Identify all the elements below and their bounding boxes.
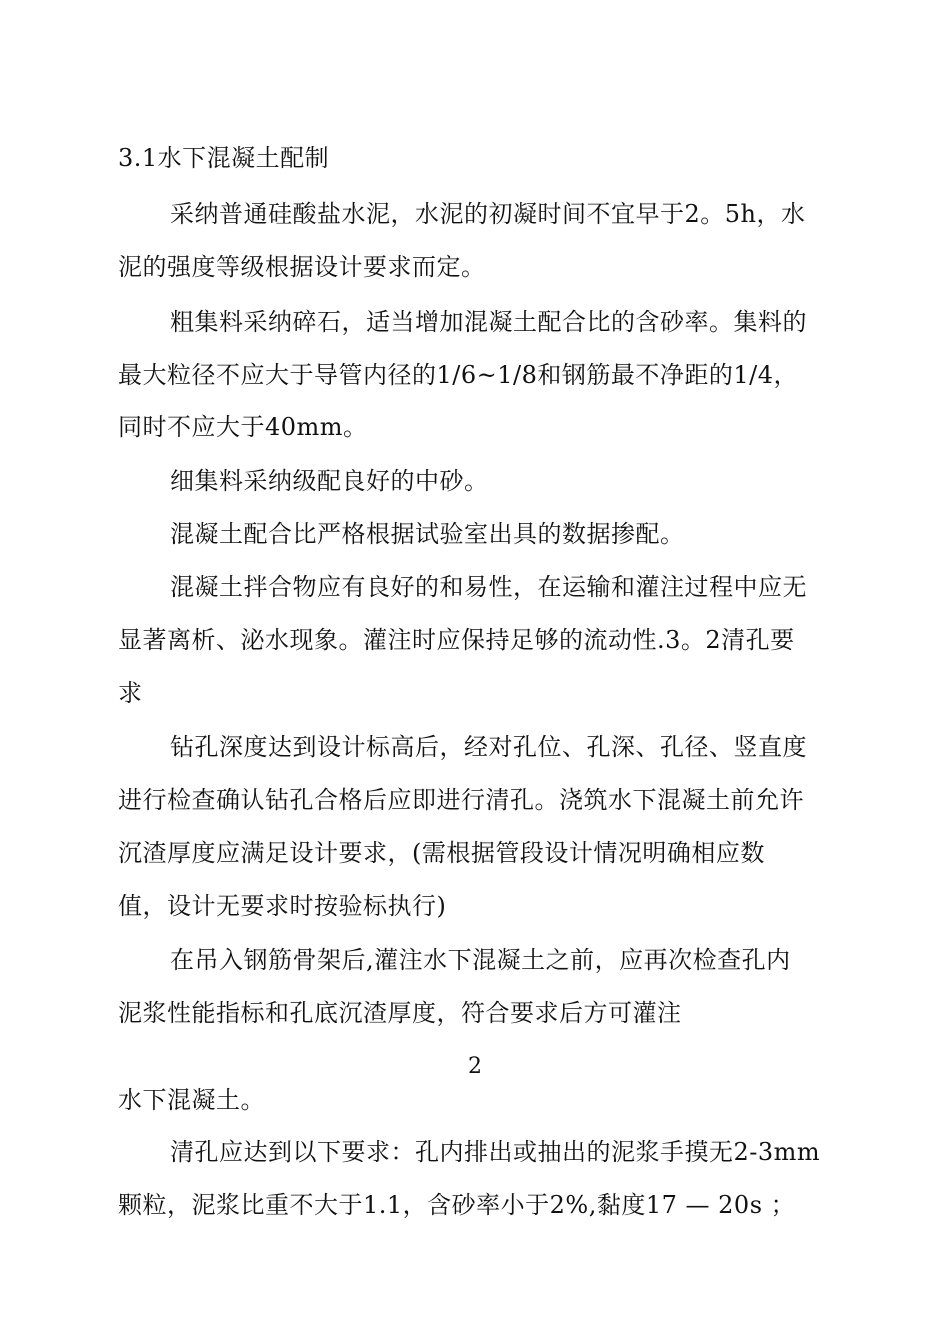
paragraph-line: 颗粒，泥浆比重不大于1.1，含砂率小于2%,黏度17 — 20s ； <box>118 1191 796 1219</box>
paragraph-line: 混凝土配合比严格根据试验室出具的数据掺配。 <box>170 520 685 548</box>
paragraph-line: 泥的强度等级根据设计要求而定。 <box>118 253 486 281</box>
paragraph-line: 混凝土拌合物应有良好的和易性，在运输和灌注过程中应无 <box>170 573 807 601</box>
paragraph-line: 显著离析、泌水现象。灌注时应保持足够的流动性.3。2清孔要 <box>118 626 795 654</box>
paragraph-line: 最大粒径不应大于导管内径的1/6~1/8和钢筋最不净距的1/4， <box>118 361 798 389</box>
paragraph-line: 值，设计无要求时按验标执行) <box>118 892 447 920</box>
section-heading: 3.1水下混凝土配制 <box>118 144 330 172</box>
paragraph-line: 粗集料采纳碎石，适当增加混凝土配合比的含砂率。集料的 <box>170 308 807 336</box>
paragraph-line: 沉渣厚度应满足设计要求，(需根据管段设计情况明确相应数 <box>118 839 765 867</box>
paragraph-line: 钻孔深度达到设计标高后，经对孔位、孔深、孔径、竖直度 <box>170 733 807 761</box>
page-number: 2 <box>468 1054 482 1079</box>
paragraph-line: 采纳普通硅酸盐水泥，水泥的初凝时间不宜早于2。5h，水 <box>170 200 806 228</box>
paragraph-line: 水下混凝土。 <box>118 1086 265 1114</box>
paragraph-line: 清孔应达到以下要求：孔内排出或抽出的泥浆手摸无2-3mm <box>170 1138 821 1166</box>
paragraph-line: 进行检查确认钻孔合格后应即进行清孔。浇筑水下混凝土前允许 <box>118 786 804 814</box>
paragraph-line: 泥浆性能指标和孔底沉渣厚度，符合要求后方可灌注 <box>118 999 682 1027</box>
paragraph-line: 求 <box>118 679 143 707</box>
paragraph-line: 在吊入钢筋骨架后,灌注水下混凝土之前，应再次检查孔内 <box>170 946 791 974</box>
paragraph-line: 细集料采纳级配良好的中砂。 <box>170 467 489 495</box>
paragraph-line: 同时不应大于40mm。 <box>118 413 368 441</box>
